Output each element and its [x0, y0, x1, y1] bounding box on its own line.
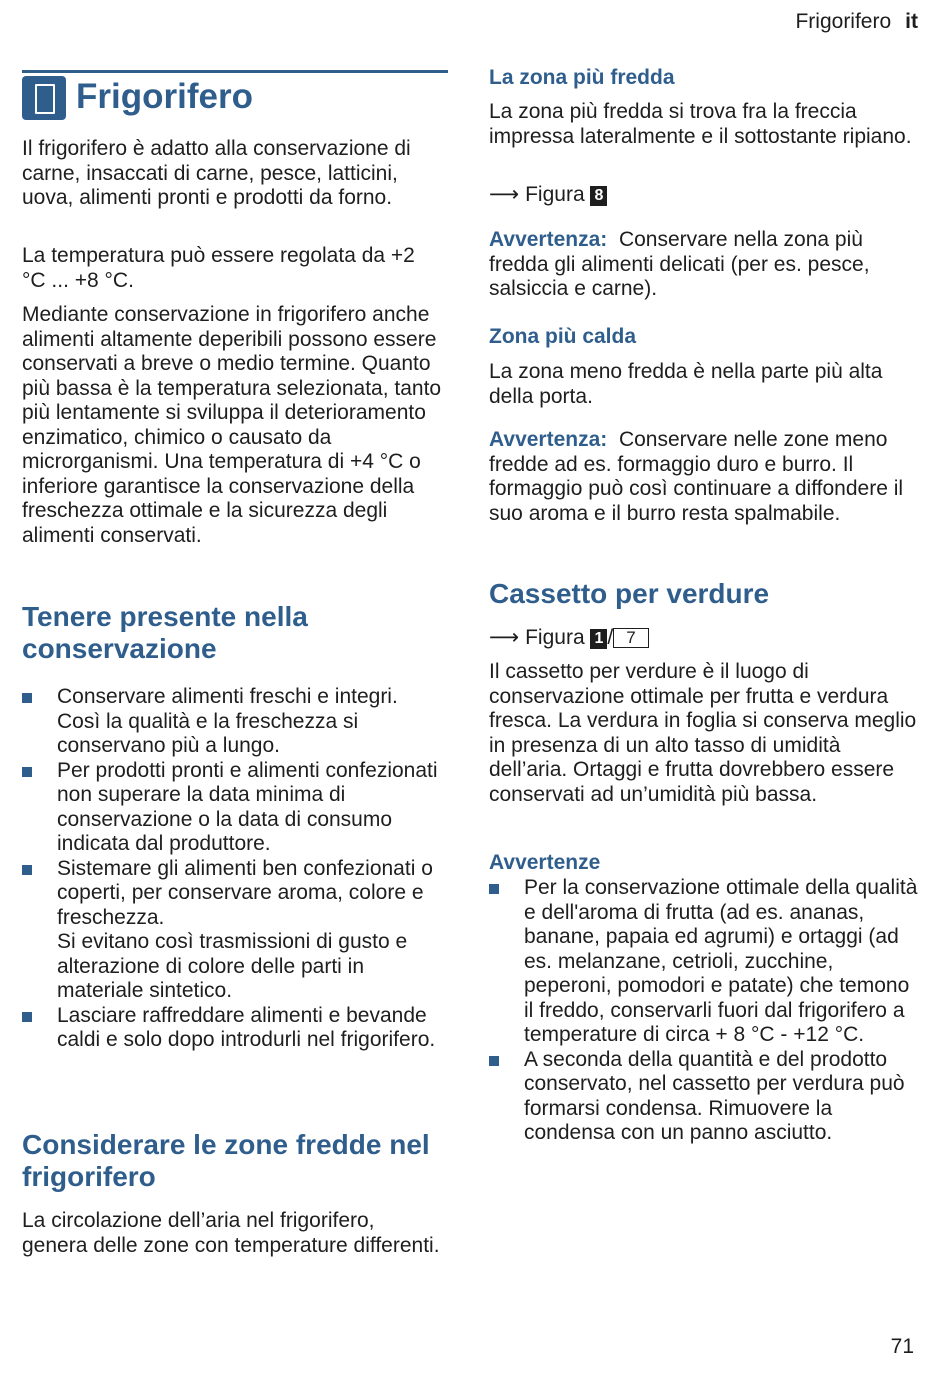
bullet-square-icon: [22, 865, 32, 875]
bullet-square-icon: [22, 1012, 32, 1022]
bullet-square-icon: [22, 767, 32, 777]
bullet-square-icon: [489, 1056, 499, 1066]
list-item: Per prodotti pronti e alimenti confezionati non superare la data minima di conservazione o la data di consumo indicata dal produttore.: [22, 759, 444, 857]
list-item: Sistemare gli alimenti ben confezionati o coperti, per conservare aroma, colore e freschezza. Si evitano così trasmissioni di gusto e alterazione di colore delle parti in materiale sintetico.: [22, 857, 444, 1004]
list-item: Lasciare raffreddare alimenti e bevande caldi e solo dopo introdurli nel frigorifero.: [22, 1004, 444, 1053]
list-item: Per la conservazione ottimale della qualità e dell'aroma di frutta (ad es. ananas, banane, papaia ed agrumi) e ortaggi (ad es. melanzane, cetrioli, zucchine, peperoni, pomodori e patate) che temono il freddo, conservarli fuori dal frigorifero a temperature di circa + 8 °C - +12 °C.: [489, 876, 919, 1048]
section-title-storage: Tenere presente nella conservazione: [22, 601, 308, 664]
page-header: [795, 10, 918, 34]
intro-paragraph-3: Mediante conservazione in frigorifero anche alimenti altamente deperibili possono essere conservati a breve o medio termine. Quanto più bassa è la temperatura selezionata, tanto più lentamente si sviluppa il deterioramento enzimatico, chimico o causato da microrganismi. Una temperatura di +4 °C o inferiore garantisce la conservazione della freschezza ottimale e la sicurezza degli alimenti conservati.: [22, 303, 442, 547]
intro-paragraph-2: La temperatura può essere regolata da +2 °C ... +8 °C.: [22, 244, 415, 292]
section-title-cold-zones: Considerare le zone fredde nel frigorifero: [22, 1129, 430, 1192]
figure-number-badge: 8: [590, 186, 607, 206]
coldest-zone-paragraph: La zona più fredda si trova fra la freccia impressa lateralmente e il sottostante ripiano.: [489, 100, 912, 148]
bullet-square-icon: [489, 884, 499, 894]
subheading-notes: Avvertenze: [489, 851, 601, 874]
list-item-continuation: Si evitano così trasmissioni di gusto e alterazione di colore delle parti in materiale sintetico.: [57, 930, 408, 1002]
subheading-warmest-zone: Zona più calda: [489, 325, 637, 348]
warning-label: Avvertenza:: [489, 228, 608, 251]
bullet-square-icon: [22, 693, 32, 703]
subheading-coldest-zone: La zona più fredda: [489, 66, 675, 89]
coldest-zone-warning: Avvertenza: Conservare nella zona più fredda gli alimenti delicati (per es. pesce, salsiccia e carne).: [489, 228, 870, 300]
main-heading: [22, 70, 448, 125]
intro-paragraph-1: Il frigorifero è adatto alla conservazione di carne, insaccati di carne, pesce, latticini, uova, alimenti pronti e prodotti da forno.: [22, 137, 411, 209]
page-number: 71: [890, 1335, 914, 1358]
list-item: A seconda della quantità e del prodotto conservato, nel cassetto per verdura può formarsi condensa. Rimuovere la condensa con un panno asciutto.: [489, 1048, 919, 1146]
arrow-right-icon: ⟶: [489, 626, 520, 649]
storage-tips-list: [22, 685, 444, 1053]
vegetable-drawer-paragraph: Il cassetto per verdure è il luogo di conservazione ottimale per frutta e verdura fresca. La verdura in foglia si conserva meglio in presenza di un alto tasso di umidità dell’aria. Ortaggi e frutta dovrebbero essere conservati ad un’umidità più bassa.: [489, 660, 917, 806]
figure-number-outline-badge: 7: [613, 628, 648, 648]
warning-label: Avvertenza:: [489, 428, 608, 451]
header-section: Frigorifero: [795, 10, 892, 33]
figure-reference-1-7: ⟶ Figura 1 / 7: [489, 626, 649, 651]
arrow-right-icon: ⟶: [489, 183, 520, 206]
notes-list: [489, 876, 919, 1146]
section-title-vegetable-drawer: Cassetto per verdure: [489, 578, 770, 609]
cold-zones-paragraph: La circolazione dell’aria nel frigorifero, genera delle zone con temperature differenti.: [22, 1209, 440, 1257]
warmest-zone-warning: Avvertenza: Conservare nelle zone meno fredde ad es. formaggio duro e burro. Il formaggio può così continuare a diffondere il suo aroma e il burro resta spalmabile.: [489, 428, 904, 525]
page-title: Frigorifero: [76, 77, 253, 116]
header-language: it: [905, 10, 918, 33]
figure-reference-8: ⟶ Figura 8: [489, 183, 607, 208]
list-item: Conservare alimenti freschi e integri. Così la qualità e la freschezza si conservano più a lungo.: [22, 685, 444, 759]
fridge-icon: [22, 76, 66, 120]
figure-number-badge: 1: [590, 629, 607, 649]
warmest-zone-paragraph: La zona meno fredda è nella parte più alta della porta.: [489, 360, 883, 408]
